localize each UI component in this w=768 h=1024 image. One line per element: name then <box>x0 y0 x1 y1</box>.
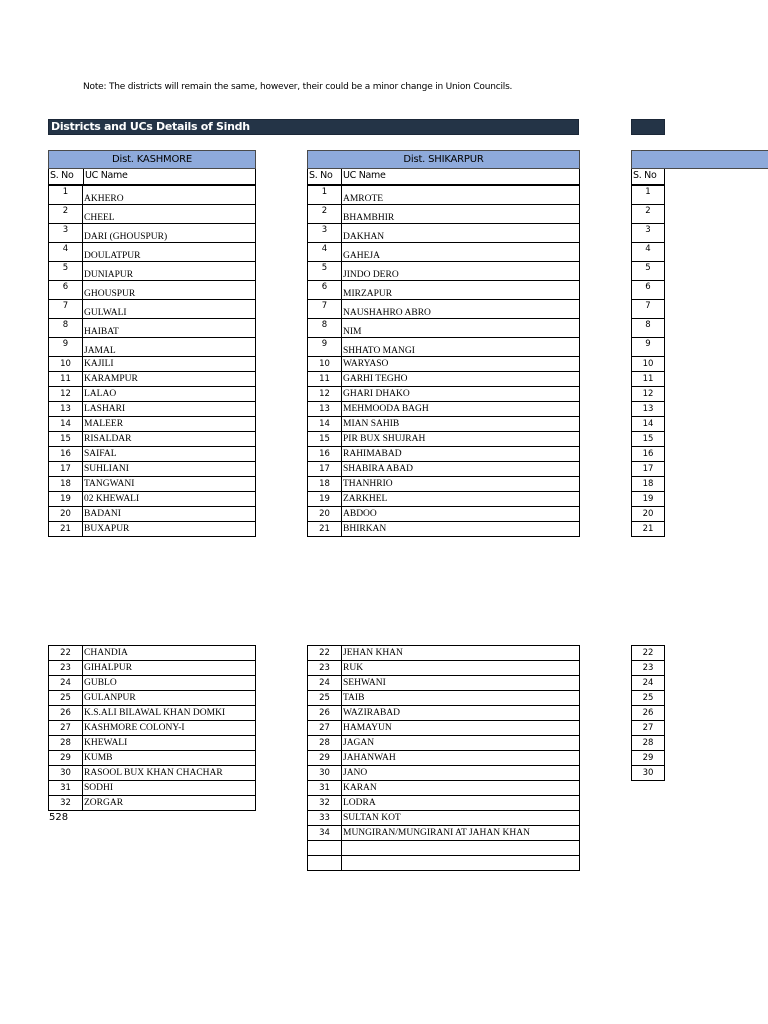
table-row <box>49 372 256 387</box>
uc-name-cell: DAKHAN <box>342 224 580 243</box>
serial-number-cell: 7 <box>308 300 342 319</box>
serial-number-cell: 30 <box>632 766 665 781</box>
table-row <box>49 300 256 319</box>
serial-number-cell: 32 <box>308 796 342 811</box>
table-row <box>308 262 580 281</box>
serial-number-cell: 10 <box>632 357 665 372</box>
table-row <box>632 522 665 537</box>
uc-name-cell: KARAMPUR <box>83 372 256 387</box>
uc-name-cell: SHABIRA ABAD <box>342 462 580 477</box>
serial-number-cell: 24 <box>49 676 83 691</box>
table-row <box>632 646 665 661</box>
note-text: Note: The districts will remain the same, however, their could be a minor change in Union Councils. <box>83 82 513 92</box>
serial-number-cell: 9 <box>632 338 665 357</box>
uc-name-cell: BHIRKAN <box>342 522 580 537</box>
uc-name-cell: LASHARI <box>83 402 256 417</box>
uc-name-cell: KAJILI <box>83 357 256 372</box>
serial-number-cell: 14 <box>49 417 83 432</box>
uc-name-cell: BUXAPUR <box>83 522 256 537</box>
uc-name-cell: MIAN SAHIB <box>342 417 580 432</box>
table-row <box>308 205 580 224</box>
serial-number-cell: 28 <box>49 736 83 751</box>
table-row <box>308 856 580 871</box>
uc-name-cell: RASOOL BUX KHAN CHACHAR <box>83 766 256 781</box>
table-row <box>49 281 256 300</box>
serial-number-cell: 24 <box>632 676 665 691</box>
serial-number-cell: 5 <box>632 262 665 281</box>
serial-number-cell: 29 <box>632 751 665 766</box>
serial-number-cell: 13 <box>308 402 342 417</box>
table-row <box>632 766 665 781</box>
table-row <box>308 736 580 751</box>
uc-name-cell: JAGAN <box>342 736 580 751</box>
serial-number-cell: 8 <box>632 319 665 338</box>
serial-number-cell: 6 <box>632 281 665 300</box>
uc-name-cell: HAIBAT <box>83 319 256 338</box>
table-row <box>49 736 256 751</box>
serial-number-cell: 29 <box>49 751 83 766</box>
serial-number-cell: 25 <box>632 691 665 706</box>
table-row <box>632 357 665 372</box>
table-row <box>49 721 256 736</box>
uc-name-cell: RAHIMABAD <box>342 447 580 462</box>
serial-number-cell: 3 <box>632 224 665 243</box>
serial-number-cell: 22 <box>49 646 83 661</box>
serial-number-cell: 8 <box>49 319 83 338</box>
serial-number-cell: 5 <box>49 262 83 281</box>
table-row <box>308 646 580 661</box>
third-table-part2 <box>631 645 665 781</box>
table-row <box>308 186 580 205</box>
kashmore-total: 528 <box>49 812 69 823</box>
table-row <box>49 691 256 706</box>
serial-number-cell: 10 <box>49 357 83 372</box>
serial-number-cell: 15 <box>308 432 342 447</box>
table-row <box>308 281 580 300</box>
table-row <box>308 462 580 477</box>
uc-name-cell: GARHI TEGHO <box>342 372 580 387</box>
table-row <box>49 766 256 781</box>
table-row <box>49 646 256 661</box>
table-row <box>308 522 580 537</box>
kashmore-column-headers <box>48 169 256 185</box>
serial-number-cell: 19 <box>49 492 83 507</box>
uc-name-cell: GULANPUR <box>83 691 256 706</box>
uc-name-cell: KASHMORE COLONY-I <box>83 721 256 736</box>
serial-number-cell: 25 <box>49 691 83 706</box>
table-row <box>308 492 580 507</box>
serial-number-cell: 11 <box>49 372 83 387</box>
table-row <box>308 826 580 841</box>
table-row <box>308 766 580 781</box>
uc-name-cell <box>342 841 580 856</box>
uc-name-cell: CHEEL <box>83 205 256 224</box>
table-row <box>632 186 665 205</box>
uc-name-cell: SAIFAL <box>83 447 256 462</box>
uc-name-cell: HAMAYUN <box>342 721 580 736</box>
serial-number-cell: 19 <box>308 492 342 507</box>
sno-header: S. No <box>50 170 74 181</box>
third-table-part1 <box>631 185 665 537</box>
table-row <box>308 243 580 262</box>
kashmore-table-part2 <box>48 645 256 811</box>
table-row <box>308 447 580 462</box>
serial-number-cell: 5 <box>308 262 342 281</box>
table-row <box>632 281 665 300</box>
serial-number-cell: 15 <box>49 432 83 447</box>
table-row <box>308 357 580 372</box>
table-row <box>49 796 256 811</box>
uc-name-cell: JINDO DERO <box>342 262 580 281</box>
table-row <box>632 736 665 751</box>
table-row <box>632 691 665 706</box>
serial-number-cell: 21 <box>632 522 665 537</box>
table-row <box>308 796 580 811</box>
table-row <box>632 661 665 676</box>
serial-number-cell: 1 <box>49 186 83 205</box>
serial-number-cell: 18 <box>49 477 83 492</box>
uc-name-cell: SEHWANI <box>342 676 580 691</box>
uc-name-cell <box>342 856 580 871</box>
table-row <box>632 338 665 357</box>
table-row <box>632 319 665 338</box>
serial-number-cell: 22 <box>308 646 342 661</box>
uc-name-header: UC Name <box>341 169 386 184</box>
serial-number-cell: 20 <box>49 507 83 522</box>
uc-name-cell: RUK <box>342 661 580 676</box>
table-row <box>308 691 580 706</box>
table-row <box>308 300 580 319</box>
serial-number-cell: 17 <box>49 462 83 477</box>
table-row <box>308 387 580 402</box>
table-row <box>632 751 665 766</box>
uc-name-header: UC Name <box>83 169 128 184</box>
page-title: Districts and UCs Details of Sindh <box>48 119 579 135</box>
serial-number-cell: 9 <box>308 338 342 357</box>
uc-name-cell: DOULATPUR <box>83 243 256 262</box>
table-row <box>49 224 256 243</box>
serial-number-cell: 23 <box>308 661 342 676</box>
uc-name-cell: K.S.ALI BILAWAL KHAN DOMKI <box>83 706 256 721</box>
serial-number-cell: 6 <box>49 281 83 300</box>
table-row <box>632 432 665 447</box>
table-row <box>49 706 256 721</box>
serial-number-cell: 31 <box>308 781 342 796</box>
serial-number-cell: 32 <box>49 796 83 811</box>
table-row <box>632 462 665 477</box>
table-row <box>308 402 580 417</box>
table-row <box>49 751 256 766</box>
table-row <box>308 507 580 522</box>
serial-number-cell: 17 <box>632 462 665 477</box>
serial-number-cell: 11 <box>308 372 342 387</box>
serial-number-cell: 26 <box>49 706 83 721</box>
serial-number-cell: 27 <box>308 721 342 736</box>
sno-header: S. No <box>309 170 333 181</box>
serial-number-cell: 33 <box>308 811 342 826</box>
table-row <box>49 477 256 492</box>
serial-number-cell: 34 <box>308 826 342 841</box>
uc-name-cell: MIRZAPUR <box>342 281 580 300</box>
table-row <box>308 224 580 243</box>
table-row <box>49 417 256 432</box>
serial-number-cell: 18 <box>632 477 665 492</box>
uc-name-cell: AMROTE <box>342 186 580 205</box>
serial-number-cell: 2 <box>308 205 342 224</box>
uc-name-cell: MALEER <box>83 417 256 432</box>
serial-number-cell: 10 <box>308 357 342 372</box>
serial-number-cell: 26 <box>632 706 665 721</box>
serial-number-cell: 22 <box>632 646 665 661</box>
sno-header: S. No <box>633 170 657 181</box>
serial-number-cell: 1 <box>308 186 342 205</box>
uc-name-cell: ZORGAR <box>83 796 256 811</box>
table-row <box>632 417 665 432</box>
serial-number-cell: 3 <box>49 224 83 243</box>
uc-name-cell: GHOUSPUR <box>83 281 256 300</box>
table-row <box>308 751 580 766</box>
serial-number-cell: 15 <box>632 432 665 447</box>
table-row <box>632 243 665 262</box>
serial-number-cell: 24 <box>308 676 342 691</box>
table-row <box>308 706 580 721</box>
serial-number-cell: 20 <box>632 507 665 522</box>
table-row <box>49 432 256 447</box>
uc-name-cell: DARI (GHOUSPUR) <box>83 224 256 243</box>
serial-number-cell: 23 <box>632 661 665 676</box>
table-row <box>308 721 580 736</box>
serial-number-cell: 31 <box>49 781 83 796</box>
serial-number-cell: 8 <box>308 319 342 338</box>
uc-name-cell: BADANI <box>83 507 256 522</box>
serial-number-cell: 4 <box>632 243 665 262</box>
table-row <box>49 338 256 357</box>
serial-number-cell: 12 <box>632 387 665 402</box>
serial-number-cell: 19 <box>632 492 665 507</box>
table-row <box>632 372 665 387</box>
uc-name-cell: ZARKHEL <box>342 492 580 507</box>
uc-name-cell: GULWALI <box>83 300 256 319</box>
uc-name-cell: KUMB <box>83 751 256 766</box>
serial-number-cell: 26 <box>308 706 342 721</box>
uc-name-cell: GHARI DHAKO <box>342 387 580 402</box>
serial-number-cell: 30 <box>49 766 83 781</box>
uc-name-cell: LALAO <box>83 387 256 402</box>
table-row <box>49 462 256 477</box>
uc-name-cell: SULTAN KOT <box>342 811 580 826</box>
table-row <box>632 402 665 417</box>
table-row <box>49 243 256 262</box>
uc-name-cell: GIHALPUR <box>83 661 256 676</box>
uc-name-cell: WARYASO <box>342 357 580 372</box>
serial-number-cell: 14 <box>632 417 665 432</box>
uc-name-cell: JAHANWAH <box>342 751 580 766</box>
serial-number-cell: 23 <box>49 661 83 676</box>
third-district-header <box>631 150 768 169</box>
table-row <box>308 811 580 826</box>
serial-number-cell: 28 <box>632 736 665 751</box>
serial-number-cell: 13 <box>632 402 665 417</box>
shikarpur-table-part2 <box>307 645 580 871</box>
serial-number-cell: 6 <box>308 281 342 300</box>
table-row <box>632 477 665 492</box>
uc-name-cell: NAUSHAHRO ABRO <box>342 300 580 319</box>
shikarpur-table-part1 <box>307 185 580 537</box>
serial-number-cell: 28 <box>308 736 342 751</box>
uc-name-cell: CHANDIA <box>83 646 256 661</box>
table-row <box>49 319 256 338</box>
serial-number-cell: 20 <box>308 507 342 522</box>
table-row <box>308 432 580 447</box>
serial-number-cell: 13 <box>49 402 83 417</box>
uc-name-cell: GUBLO <box>83 676 256 691</box>
serial-number-cell: 21 <box>308 522 342 537</box>
uc-name-cell: JANO <box>342 766 580 781</box>
table-row <box>49 186 256 205</box>
shikarpur-header: Dist. SHIKARPUR <box>307 150 580 169</box>
table-row <box>632 721 665 736</box>
uc-name-cell: BHAMBHIR <box>342 205 580 224</box>
uc-name-cell: MEHMOODA BAGH <box>342 402 580 417</box>
kashmore-table-part1 <box>48 185 256 537</box>
serial-number-cell: 9 <box>49 338 83 357</box>
uc-name-cell: TAIB <box>342 691 580 706</box>
serial-number-cell: 18 <box>308 477 342 492</box>
table-row <box>308 841 580 856</box>
uc-name-cell: SHHATO MANGI <box>342 338 580 357</box>
serial-number-cell: 12 <box>49 387 83 402</box>
table-row <box>308 372 580 387</box>
uc-name-cell: WAZIRABAD <box>342 706 580 721</box>
kashmore-header: Dist. KASHMORE <box>48 150 256 169</box>
uc-name-cell: JEHAN KHAN <box>342 646 580 661</box>
table-row <box>632 262 665 281</box>
serial-number-cell <box>308 856 342 871</box>
serial-number-cell: 4 <box>308 243 342 262</box>
serial-number-cell: 12 <box>308 387 342 402</box>
serial-number-cell: 27 <box>49 721 83 736</box>
serial-number-cell: 7 <box>632 300 665 319</box>
serial-number-cell: 29 <box>308 751 342 766</box>
serial-number-cell: 4 <box>49 243 83 262</box>
table-row <box>49 661 256 676</box>
table-row <box>49 402 256 417</box>
table-row <box>308 661 580 676</box>
uc-name-cell: RISALDAR <box>83 432 256 447</box>
uc-name-cell: ABDOO <box>342 507 580 522</box>
serial-number-cell: 7 <box>49 300 83 319</box>
table-row <box>49 676 256 691</box>
table-row <box>308 319 580 338</box>
uc-name-cell: 02 KHEWALI <box>83 492 256 507</box>
table-row <box>632 507 665 522</box>
uc-name-cell: MUNGIRAN/MUNGIRANI AT JAHAN KHAN <box>342 826 580 841</box>
table-row <box>49 522 256 537</box>
uc-name-cell: THANHRIO <box>342 477 580 492</box>
table-row <box>632 676 665 691</box>
table-row <box>632 492 665 507</box>
table-row <box>308 417 580 432</box>
uc-name-cell: AKHERO <box>83 186 256 205</box>
serial-number-cell: 16 <box>308 447 342 462</box>
serial-number-cell: 2 <box>632 205 665 224</box>
uc-name-cell: NIM <box>342 319 580 338</box>
uc-name-cell: GAHEJA <box>342 243 580 262</box>
uc-name-cell: LODRA <box>342 796 580 811</box>
table-row <box>632 300 665 319</box>
uc-name-cell: SUHLIANI <box>83 462 256 477</box>
serial-number-cell: 3 <box>308 224 342 243</box>
table-row <box>308 477 580 492</box>
table-row <box>49 262 256 281</box>
serial-number-cell: 17 <box>308 462 342 477</box>
uc-name-cell: DUNIAPUR <box>83 262 256 281</box>
serial-number-cell: 16 <box>49 447 83 462</box>
table-row <box>49 492 256 507</box>
title-bar-extension <box>631 119 665 135</box>
uc-name-cell: KHEWALI <box>83 736 256 751</box>
table-row <box>308 338 580 357</box>
uc-name-cell: JAMAL <box>83 338 256 357</box>
serial-number-cell: 25 <box>308 691 342 706</box>
table-row <box>632 224 665 243</box>
uc-name-cell: PIR BUX SHUJRAH <box>342 432 580 447</box>
table-row <box>632 447 665 462</box>
table-row <box>49 387 256 402</box>
serial-number-cell: 21 <box>49 522 83 537</box>
serial-number-cell: 30 <box>308 766 342 781</box>
table-row <box>632 205 665 224</box>
serial-number-cell: 27 <box>632 721 665 736</box>
table-row <box>49 357 256 372</box>
table-row <box>308 676 580 691</box>
table-row <box>49 781 256 796</box>
uc-name-cell: TANGWANI <box>83 477 256 492</box>
uc-name-cell: SODHI <box>83 781 256 796</box>
serial-number-cell: 2 <box>49 205 83 224</box>
table-row <box>49 447 256 462</box>
table-row <box>308 781 580 796</box>
third-column-headers <box>631 169 665 185</box>
table-row <box>632 387 665 402</box>
serial-number-cell: 1 <box>632 186 665 205</box>
uc-name-cell: KARAN <box>342 781 580 796</box>
table-row <box>632 706 665 721</box>
table-row <box>49 507 256 522</box>
serial-number-cell: 14 <box>308 417 342 432</box>
table-row <box>49 205 256 224</box>
shikarpur-column-headers <box>307 169 580 185</box>
serial-number-cell <box>308 841 342 856</box>
serial-number-cell: 16 <box>632 447 665 462</box>
serial-number-cell: 11 <box>632 372 665 387</box>
